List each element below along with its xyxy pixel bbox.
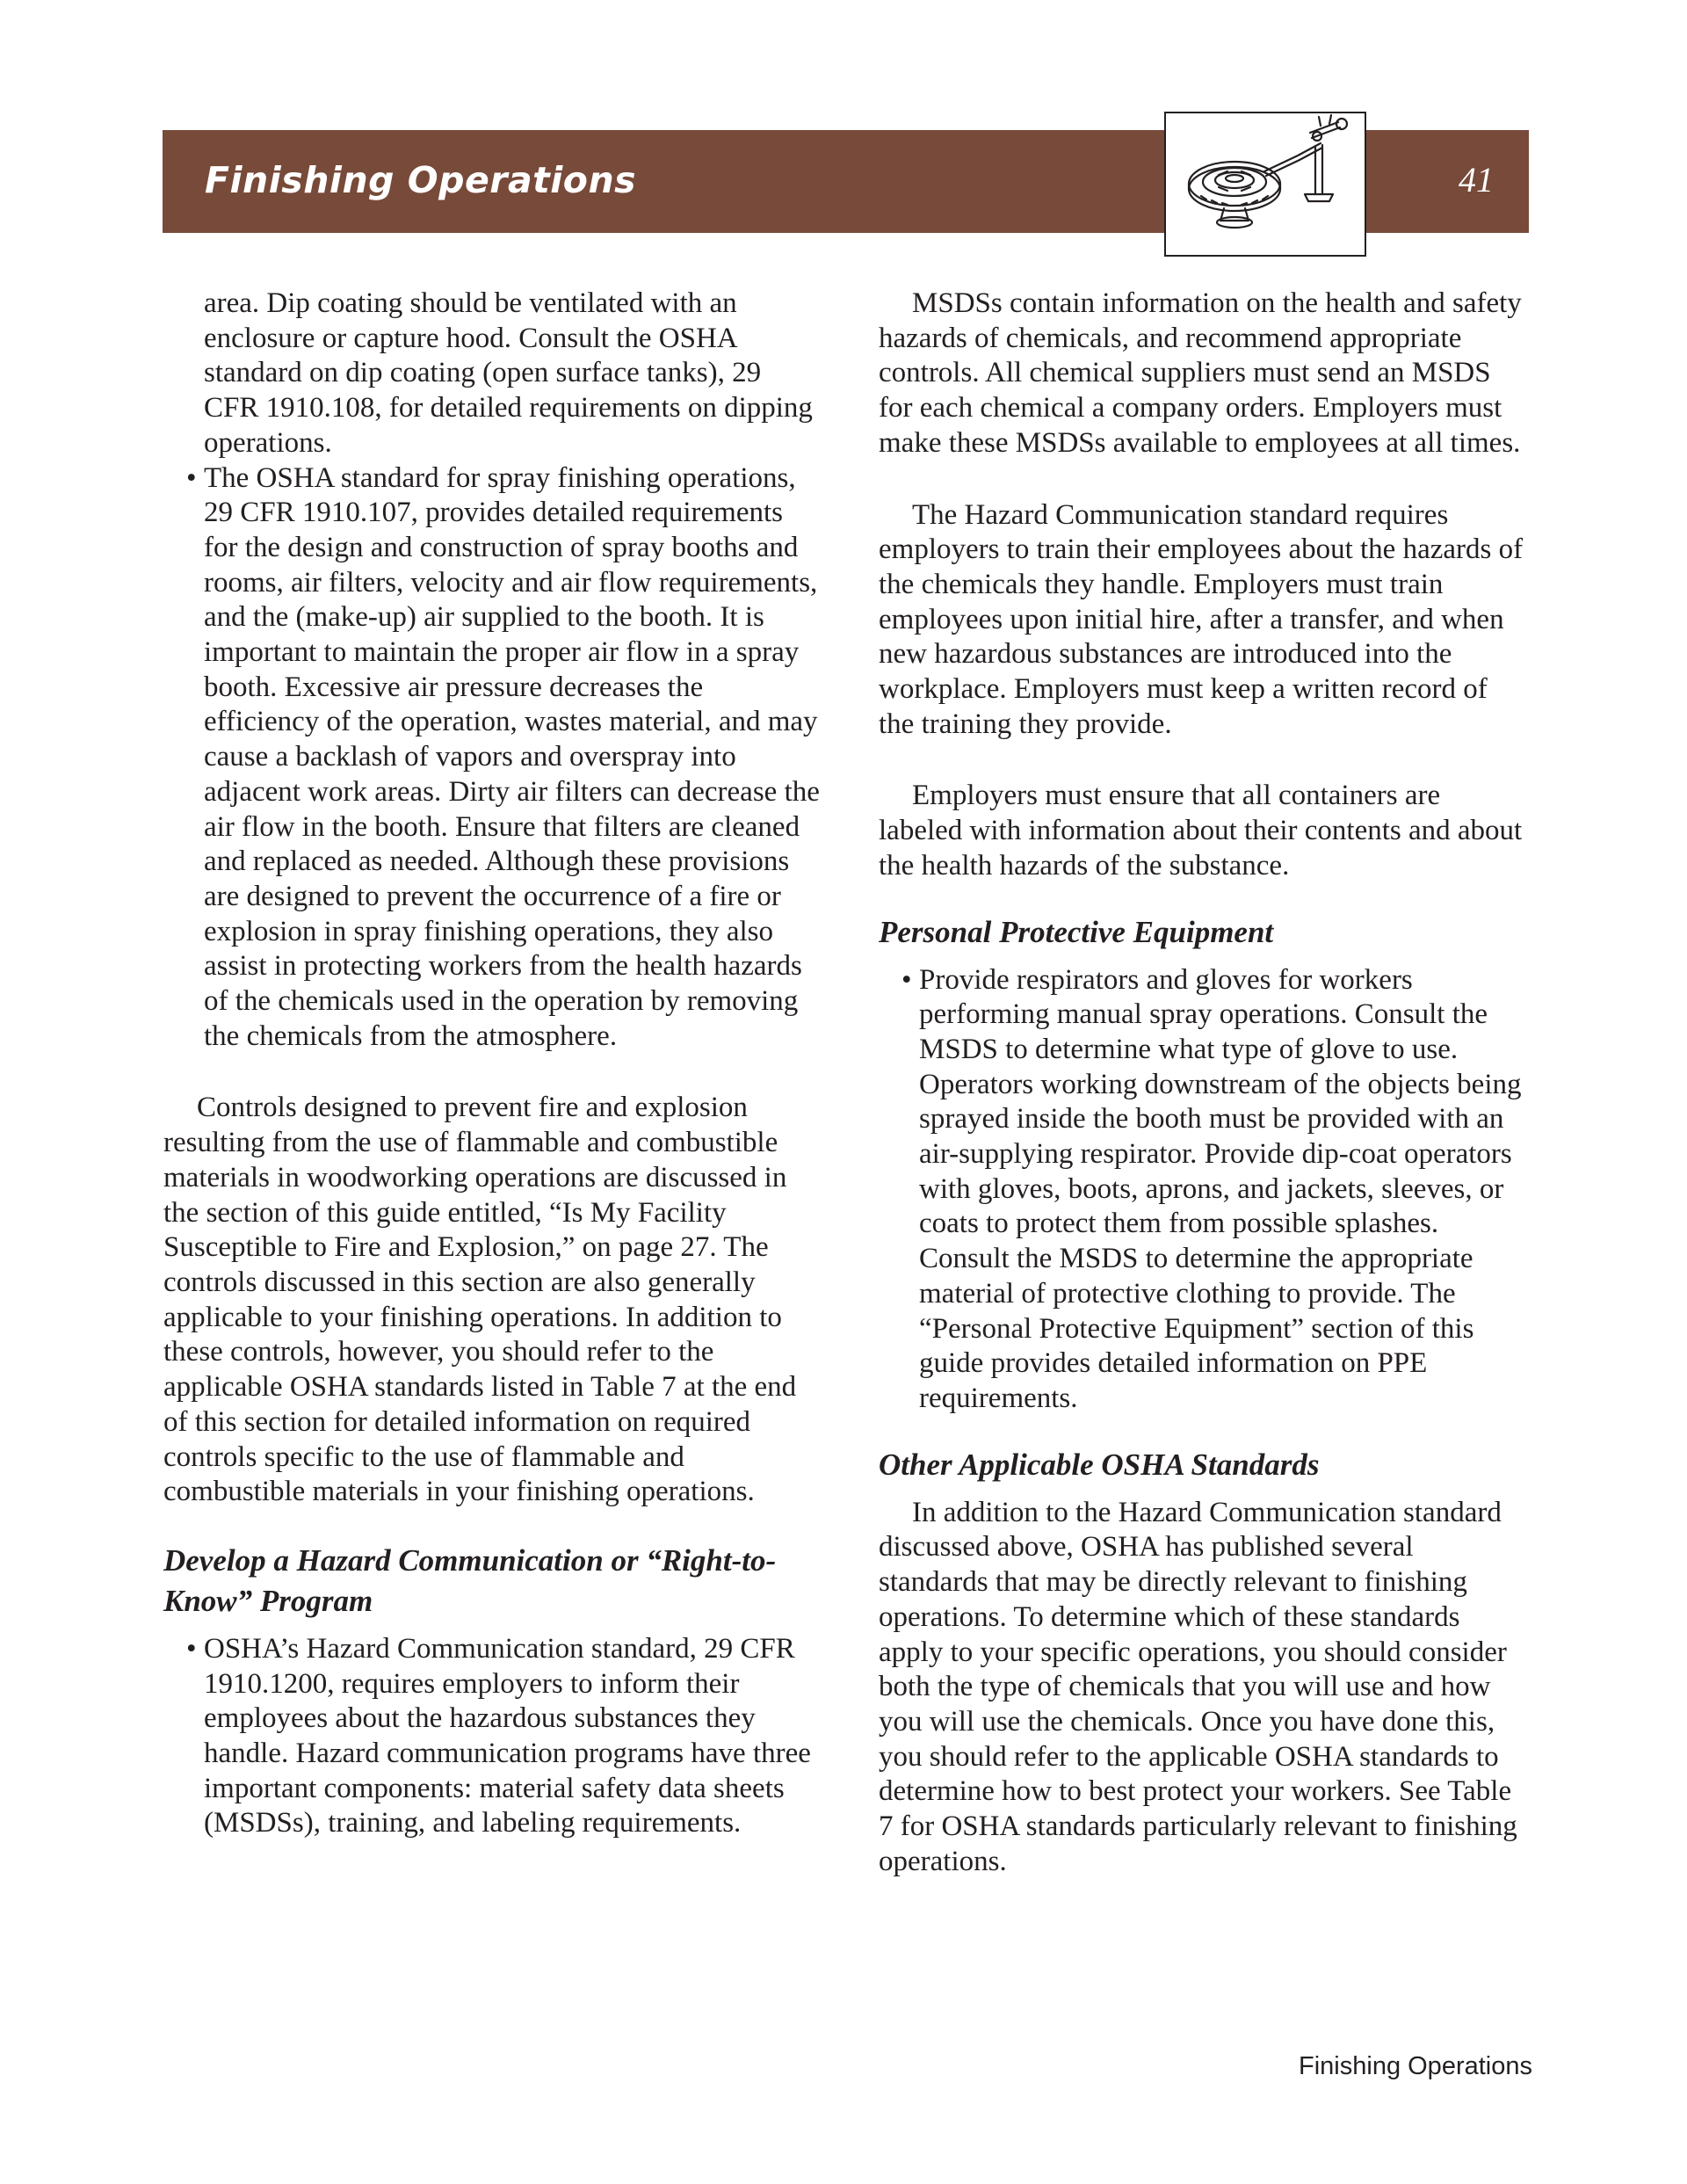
bullet-marker: •	[901, 963, 912, 996]
bullet-marker: •	[186, 1632, 197, 1665]
labeling-paragraph: Employers must ensure that all containers are labeled with information about their contents and about the health hazards of the substance.	[879, 780, 1523, 882]
training-paragraph: The Hazard Communication standard requires employers to train their employees about the hazards of the chemicals they handle. Employers must train employees upon initial hire, after a transfer, and when new hazardous substances are introduced into the workplace. Employers must keep a written record of the training they provide.	[879, 498, 1524, 740]
hazcom-bullet-text: OSHA’s Hazard Communication standard, 29 CFR 1910.1200, requires employers to inform their employees about the hazardous substances they handle. Hazard communication programs have three important components: material safety data sheets (MSDSs), training, and labeling requirements.	[204, 1632, 811, 1839]
spray-finishing-bullet-text: The OSHA standard for spray finishing operations, 29 CFR 1910.107, provides detailed requirements for the design and construction of spray booths and rooms, air filters, velocity and air flow requirements, and the (make-up) air supplied to the booth. It is important to maintain the proper air flow in a spray booth. Excessive air pressure decreases the efficiency of the operation, wastes material, and may cause a backlash of vapors and overspray into adjacent work areas. Dirty air filters can decrease the air flow in the booth. Ensure that filters are cleaned and replaced as needed. Although these provisions are designed to prevent the occurrence of a fire or explosion in spray finishing operations, they also assist in protecting workers from the health hazards of the chemicals used in the operation by removing the chemicals from the atmosphere.	[204, 461, 820, 1052]
spray-turntable-illustration-icon	[1164, 112, 1366, 257]
ppe-heading: Personal Protective Equipment	[879, 914, 1274, 949]
hazcom-heading: Develop a Hazard Communication or “Right-to-Know” Program	[163, 1542, 777, 1618]
ppe-bullet-text: Provide respirators and gloves for workers performing manual spray operations. Consult the MSDS to determine what type of glove to use. Operators working downstream of the objects being sprayed inside the booth must be provided with an air-supplying respirator. Provide dip-coat operators with gloves, boots, aprons, and jackets, sleeves, or coats to protect them from possible splashes. Consult the MSDS to determine the appropriate material of protective clothing to provide. The “Personal Protective Equipment” section of this guide provides detailed information on PPE requirements.	[919, 963, 1522, 1414]
bullet-marker: •	[186, 461, 197, 494]
hazcom-bullet	[163, 1632, 821, 1841]
illustration-drawing	[1166, 113, 1365, 255]
spray-finishing-bullet	[163, 461, 821, 1055]
section-title: Finishing Operations	[205, 159, 637, 201]
footer-section-label: Finishing Operations	[1299, 2052, 1532, 2080]
dip-coating-bullet-continued: area. Dip coating should be ventilated with an enclosure or capture hood. Consult the OSHA standard on dip coating (open surface tanks), 29 CFR 1910.108, for detailed requirements on dipping operations.	[204, 287, 813, 459]
other-standards-heading: Other Applicable OSHA Standards	[879, 1447, 1320, 1482]
right-column	[879, 287, 1529, 1879]
left-column	[163, 287, 821, 1841]
controls-paragraph: Controls designed to prevent fire and explosion resulting from the use of flammable and combustible materials in woodworking operations are discussed in the section of this guide entitled, “Is My Facility Susceptible to Fire and Explosion,” on page 27. The controls discussed in this section are also generally applicable to your finishing operations. In addition to these controls, however, you should refer to the applicable OSHA standards listed in Table 7 at the end of this section for detailed information on required controls specific to the use of flammable and combustible materials in your finishing operations.	[163, 1092, 797, 1508]
page-number: 41	[1459, 160, 1494, 200]
ppe-bullet	[879, 963, 1529, 1417]
msds-paragraph: MSDSs contain information on the health and safety hazards of chemicals, and recommend appropriate controls. All chemical suppliers must send an MSDS for each chemical a company orders. Employers must make these MSDSs available to employees at all times.	[879, 287, 1522, 459]
other-standards-paragraph: In addition to the Hazard Communication standard discussed above, OSHA has published several standards that may be directly relevant to finishing operations. To determine which of these standards apply to your specific operations, you should consider both the type of chemicals that you will use and how you will use the chemicals. Once you have done this, you should refer to the applicable OSHA standards to determine how to best protect your workers. See Table 7 for OSHA standards particularly relevant to finishing operations.	[879, 1496, 1517, 1877]
